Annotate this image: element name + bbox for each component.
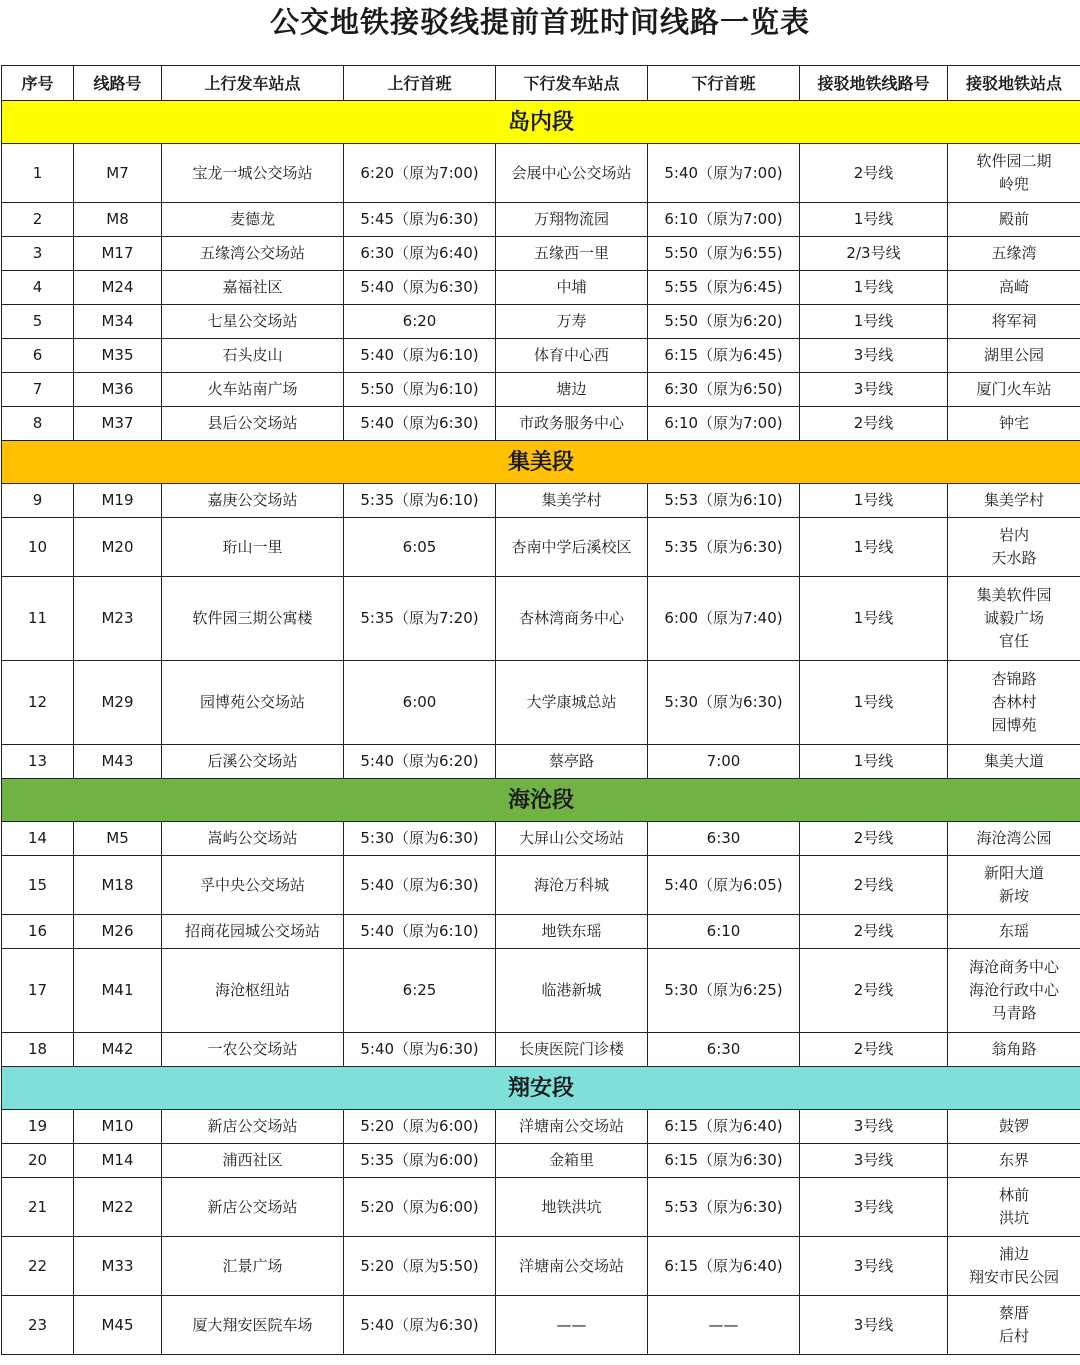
table-row — [2, 1033, 1080, 1067]
metro-line: 2号线 — [800, 1033, 948, 1067]
metro-station-name: 岩内 — [998, 526, 1029, 544]
metro-line: 1号线 — [800, 518, 948, 577]
header-route: 线路号 — [74, 66, 162, 101]
up-station: 宝龙一城公交场站 — [162, 144, 344, 203]
metro-station-name: 翔安市民公园 — [968, 1268, 1059, 1286]
down-station: 蔡亭路 — [496, 745, 648, 779]
route-number: M36 — [74, 373, 162, 407]
route-number: M45 — [74, 1296, 162, 1355]
metro-stations — [948, 745, 1080, 779]
up-station: 麦德龙 — [162, 203, 344, 237]
row-number: 19 — [2, 1110, 74, 1144]
down-station: 洋塘南公交场站 — [496, 1237, 648, 1296]
up-first-time: 6:05 — [344, 518, 496, 577]
up-station: 新店公交场站 — [162, 1178, 344, 1237]
metro-station-name: 海沧行政中心 — [968, 981, 1059, 999]
up-first-time: 5:30（原为6:30) — [344, 822, 496, 856]
up-first-time: 5:35（原为6:00) — [344, 1144, 496, 1178]
table-row — [2, 271, 1080, 305]
route-number: M24 — [74, 271, 162, 305]
down-station: 集美学村 — [496, 484, 648, 518]
metro-station-name: 海沧商务中心 — [968, 958, 1059, 976]
down-station: 五缘西一里 — [496, 237, 648, 271]
metro-station-name: 湖里公园 — [983, 346, 1044, 364]
metro-station-name: 杏林村 — [991, 693, 1037, 711]
up-first-time: 5:40（原为6:30) — [344, 1296, 496, 1355]
metro-line: 3号线 — [800, 1296, 948, 1355]
metro-station-name: 杏锦路 — [991, 670, 1037, 688]
route-number: M41 — [74, 949, 162, 1033]
route-number: M17 — [74, 237, 162, 271]
up-first-time: 5:35（原为7:20) — [344, 577, 496, 661]
row-number: 23 — [2, 1296, 74, 1355]
up-first-time: 5:40（原为6:30) — [344, 271, 496, 305]
route-number: M35 — [74, 339, 162, 373]
down-station: 地铁东瑶 — [496, 915, 648, 949]
up-first-time: 6:30（原为6:40) — [344, 237, 496, 271]
section-title: 岛内段 — [2, 101, 1080, 144]
table-row — [2, 407, 1080, 441]
metro-station-name: 林前 — [998, 1186, 1029, 1204]
row-number: 16 — [2, 915, 74, 949]
down-first-time: 6:15（原为6:30) — [648, 1144, 800, 1178]
route-number: M19 — [74, 484, 162, 518]
down-station: 金箱里 — [496, 1144, 648, 1178]
down-first-time: 6:10（原为7:00) — [648, 203, 800, 237]
up-first-time: 6:00 — [344, 661, 496, 745]
title-spacer — [0, 44, 1080, 65]
up-station: 园博苑公交场站 — [162, 661, 344, 745]
metro-stations — [948, 271, 1080, 305]
up-station: 县后公交场站 — [162, 407, 344, 441]
metro-station-name: 后村 — [998, 1327, 1029, 1345]
table-row — [2, 577, 1080, 661]
row-number: 6 — [2, 339, 74, 373]
route-number: M8 — [74, 203, 162, 237]
table-row — [2, 144, 1080, 203]
table-row — [2, 745, 1080, 779]
table-row — [2, 305, 1080, 339]
metro-line: 2号线 — [800, 856, 948, 915]
row-number: 4 — [2, 271, 74, 305]
metro-line: 1号线 — [800, 484, 948, 518]
down-station: 会展中心公交场站 — [496, 144, 648, 203]
metro-line: 1号线 — [800, 745, 948, 779]
down-station: 塘边 — [496, 373, 648, 407]
row-number: 3 — [2, 237, 74, 271]
table-row — [2, 339, 1080, 373]
metro-station-name: 将军祠 — [991, 312, 1037, 330]
up-station: 嘉福社区 — [162, 271, 344, 305]
down-station: 大屏山公交场站 — [496, 822, 648, 856]
metro-station-name: 集美大道 — [983, 752, 1044, 770]
schedule-table — [1, 65, 1080, 1355]
down-first-time: 6:15（原为6:40) — [648, 1237, 800, 1296]
route-number: M42 — [74, 1033, 162, 1067]
metro-stations — [948, 822, 1080, 856]
up-first-time: 5:20（原为6:00) — [344, 1178, 496, 1237]
metro-station-name: 东瑶 — [998, 922, 1029, 940]
route-number: M29 — [74, 661, 162, 745]
down-station: 杏林湾商务中心 — [496, 577, 648, 661]
table-row — [2, 1110, 1080, 1144]
route-number: M37 — [74, 407, 162, 441]
route-number: M18 — [74, 856, 162, 915]
down-first-time: 6:15（原为6:40) — [648, 1110, 800, 1144]
table-row — [2, 1178, 1080, 1237]
metro-station-name: 蔡厝 — [998, 1304, 1029, 1322]
metro-line: 3号线 — [800, 339, 948, 373]
table-row — [2, 1237, 1080, 1296]
table-row — [2, 484, 1080, 518]
up-station: 嵩屿公交场站 — [162, 822, 344, 856]
metro-line: 3号线 — [800, 1144, 948, 1178]
up-first-time: 6:20 — [344, 305, 496, 339]
table-row — [2, 949, 1080, 1033]
up-station: 石头皮山 — [162, 339, 344, 373]
metro-stations — [948, 407, 1080, 441]
up-first-time: 5:35（原为6:10) — [344, 484, 496, 518]
up-first-time: 5:50（原为6:10) — [344, 373, 496, 407]
metro-stations — [948, 237, 1080, 271]
down-first-time: 5:40（原为7:00) — [648, 144, 800, 203]
metro-line: 1号线 — [800, 661, 948, 745]
metro-station-name: 园博苑 — [991, 716, 1037, 734]
metro-stations — [948, 1296, 1080, 1355]
row-number: 22 — [2, 1237, 74, 1296]
table-row — [2, 915, 1080, 949]
route-number: M20 — [74, 518, 162, 577]
down-station: 万翔物流园 — [496, 203, 648, 237]
metro-line: 3号线 — [800, 1237, 948, 1296]
header-metro-line: 接驳地铁线路号 — [800, 66, 948, 101]
up-station: 七星公交场站 — [162, 305, 344, 339]
metro-line: 2号线 — [800, 407, 948, 441]
metro-station-name: 洪坑 — [998, 1209, 1029, 1227]
down-first-time: 7:00 — [648, 745, 800, 779]
up-station: 新店公交场站 — [162, 1110, 344, 1144]
header-up-station: 上行发车站点 — [162, 66, 344, 101]
down-station: 地铁洪坑 — [496, 1178, 648, 1237]
table-body — [2, 101, 1080, 1355]
up-first-time: 5:40（原为6:20) — [344, 745, 496, 779]
header-up-first: 上行首班 — [344, 66, 496, 101]
down-station: 体育中心西 — [496, 339, 648, 373]
section-row — [2, 1067, 1080, 1110]
metro-stations — [948, 1178, 1080, 1237]
table-row — [2, 1144, 1080, 1178]
row-number: 10 — [2, 518, 74, 577]
row-number: 5 — [2, 305, 74, 339]
down-first-time: 5:50（原为6:55) — [648, 237, 800, 271]
down-first-time: 6:15（原为6:45) — [648, 339, 800, 373]
page-title: 公交地铁接驳线提前首班时间线路一览表 — [269, 5, 810, 39]
row-number: 14 — [2, 822, 74, 856]
up-first-time: 5:40（原为6:10) — [344, 339, 496, 373]
metro-station-name: 马青路 — [991, 1004, 1037, 1022]
row-number: 1 — [2, 144, 74, 203]
down-first-time: 6:30（原为6:50) — [648, 373, 800, 407]
metro-station-name: 诚毅广场 — [983, 609, 1044, 627]
metro-station-name: 东界 — [998, 1151, 1029, 1169]
row-number: 7 — [2, 373, 74, 407]
metro-station-name: 高崎 — [998, 278, 1029, 296]
down-station: 洋塘南公交场站 — [496, 1110, 648, 1144]
down-first-time: 5:53（原为6:10) — [648, 484, 800, 518]
row-number: 15 — [2, 856, 74, 915]
section-title: 海沧段 — [2, 779, 1080, 822]
up-station: 珩山一里 — [162, 518, 344, 577]
up-first-time: 5:40（原为6:30) — [344, 1033, 496, 1067]
row-number: 21 — [2, 1178, 74, 1237]
metro-stations — [948, 915, 1080, 949]
metro-station-name: 软件园二期 — [976, 152, 1052, 170]
down-first-time: 6:30 — [648, 822, 800, 856]
route-number: M14 — [74, 1144, 162, 1178]
section-row — [2, 779, 1080, 822]
metro-stations — [948, 1110, 1080, 1144]
route-number: M26 — [74, 915, 162, 949]
route-number: M7 — [74, 144, 162, 203]
table-row — [2, 661, 1080, 745]
metro-line: 2号线 — [800, 949, 948, 1033]
metro-station-name: 厦门火车站 — [976, 380, 1052, 398]
down-first-time: 5:30（原为6:30) — [648, 661, 800, 745]
metro-stations — [948, 949, 1080, 1033]
metro-station-name: 岭兜 — [998, 175, 1029, 193]
metro-stations — [948, 1144, 1080, 1178]
table-row — [2, 518, 1080, 577]
metro-stations — [948, 1237, 1080, 1296]
up-station: 五缘湾公交场站 — [162, 237, 344, 271]
row-number: 8 — [2, 407, 74, 441]
row-number: 12 — [2, 661, 74, 745]
row-number: 18 — [2, 1033, 74, 1067]
metro-line: 1号线 — [800, 305, 948, 339]
up-first-time: 5:20（原为5:50) — [344, 1237, 496, 1296]
section-title: 翔安段 — [2, 1067, 1080, 1110]
up-station: 嘉庚公交场站 — [162, 484, 344, 518]
down-first-time: —— — [648, 1296, 800, 1355]
header-metro-stations: 接驳地铁站点 — [948, 66, 1080, 101]
metro-stations — [948, 856, 1080, 915]
section-row — [2, 101, 1080, 144]
down-first-time: 5:55（原为6:45) — [648, 271, 800, 305]
header-row — [2, 66, 1080, 101]
row-number: 13 — [2, 745, 74, 779]
down-first-time: 6:10（原为7:00) — [648, 407, 800, 441]
metro-station-name: 新阳大道 — [983, 864, 1044, 882]
down-station: 万寿 — [496, 305, 648, 339]
down-station: —— — [496, 1296, 648, 1355]
header-down-station: 下行发车站点 — [496, 66, 648, 101]
up-station: 火车站南广场 — [162, 373, 344, 407]
down-station: 海沧万科城 — [496, 856, 648, 915]
metro-stations — [948, 203, 1080, 237]
table-row — [2, 373, 1080, 407]
up-station: 软件园三期公寓楼 — [162, 577, 344, 661]
up-station: 孚中央公交场站 — [162, 856, 344, 915]
metro-stations — [948, 484, 1080, 518]
up-first-time: 6:25 — [344, 949, 496, 1033]
route-number: M5 — [74, 822, 162, 856]
metro-station-name: 官任 — [998, 632, 1029, 650]
row-number: 20 — [2, 1144, 74, 1178]
up-first-time: 5:40（原为6:10) — [344, 915, 496, 949]
down-first-time: 5:50（原为6:20) — [648, 305, 800, 339]
route-number: M23 — [74, 577, 162, 661]
up-first-time: 6:20（原为7:00) — [344, 144, 496, 203]
up-first-time: 5:40（原为6:30) — [344, 407, 496, 441]
metro-stations — [948, 1033, 1080, 1067]
down-first-time: 5:35（原为6:30) — [648, 518, 800, 577]
down-station: 大学康城总站 — [496, 661, 648, 745]
header-down-first: 下行首班 — [648, 66, 800, 101]
metro-station-name: 天水路 — [991, 549, 1037, 567]
metro-station-name: 翁角路 — [991, 1040, 1037, 1058]
table-row — [2, 856, 1080, 915]
metro-station-name: 五缘湾 — [991, 244, 1037, 262]
metro-stations — [948, 144, 1080, 203]
row-number: 11 — [2, 577, 74, 661]
metro-station-name: 浦边 — [998, 1245, 1029, 1263]
up-station: 一农公交场站 — [162, 1033, 344, 1067]
section-title: 集美段 — [2, 441, 1080, 484]
table-row — [2, 822, 1080, 856]
metro-stations — [948, 305, 1080, 339]
metro-line: 1号线 — [800, 577, 948, 661]
metro-stations — [948, 577, 1080, 661]
up-first-time: 5:20（原为6:00) — [344, 1110, 496, 1144]
metro-stations — [948, 339, 1080, 373]
metro-stations — [948, 661, 1080, 745]
metro-line: 1号线 — [800, 271, 948, 305]
down-station: 中埔 — [496, 271, 648, 305]
metro-line: 2号线 — [800, 915, 948, 949]
down-station: 市政务服务中心 — [496, 407, 648, 441]
down-station: 长庚医院门诊楼 — [496, 1033, 648, 1067]
up-station: 招商花园城公交场站 — [162, 915, 344, 949]
metro-line: 3号线 — [800, 1178, 948, 1237]
metro-station-name: 鼓锣 — [998, 1117, 1029, 1135]
up-station: 浦西社区 — [162, 1144, 344, 1178]
metro-stations — [948, 518, 1080, 577]
table-row — [2, 237, 1080, 271]
row-number: 17 — [2, 949, 74, 1033]
route-number: M10 — [74, 1110, 162, 1144]
route-number: M34 — [74, 305, 162, 339]
down-first-time: 6:30 — [648, 1033, 800, 1067]
row-number: 9 — [2, 484, 74, 518]
down-first-time: 5:53（原为6:30) — [648, 1178, 800, 1237]
metro-station-name: 新垵 — [998, 887, 1029, 905]
route-number: M22 — [74, 1178, 162, 1237]
down-first-time: 6:00（原为7:40) — [648, 577, 800, 661]
up-first-time: 5:40（原为6:30) — [344, 856, 496, 915]
metro-stations — [948, 373, 1080, 407]
metro-line: 2号线 — [800, 144, 948, 203]
metro-station-name: 海沧湾公园 — [976, 829, 1052, 847]
down-first-time: 6:10 — [648, 915, 800, 949]
metro-station-name: 集美软件园 — [976, 586, 1052, 604]
metro-station-name: 集美学村 — [983, 491, 1044, 509]
row-number: 2 — [2, 203, 74, 237]
metro-line: 2/3号线 — [800, 237, 948, 271]
metro-line: 1号线 — [800, 203, 948, 237]
route-number: M43 — [74, 745, 162, 779]
table-row — [2, 1296, 1080, 1355]
metro-station-name: 殿前 — [998, 210, 1029, 228]
metro-line: 3号线 — [800, 1110, 948, 1144]
table-row — [2, 203, 1080, 237]
up-station: 厦大翔安医院车场 — [162, 1296, 344, 1355]
down-station: 杏南中学后溪校区 — [496, 518, 648, 577]
down-first-time: 5:30（原为6:25) — [648, 949, 800, 1033]
down-station: 临港新城 — [496, 949, 648, 1033]
up-first-time: 5:45（原为6:30) — [344, 203, 496, 237]
metro-station-name: 钟宅 — [998, 414, 1029, 432]
header-no: 序号 — [2, 66, 74, 101]
section-row — [2, 441, 1080, 484]
route-number: M33 — [74, 1237, 162, 1296]
metro-line: 2号线 — [800, 822, 948, 856]
up-station: 海沧枢纽站 — [162, 949, 344, 1033]
down-first-time: 5:40（原为6:05) — [648, 856, 800, 915]
metro-line: 3号线 — [800, 373, 948, 407]
up-station: 后溪公交场站 — [162, 745, 344, 779]
up-station: 汇景广场 — [162, 1237, 344, 1296]
